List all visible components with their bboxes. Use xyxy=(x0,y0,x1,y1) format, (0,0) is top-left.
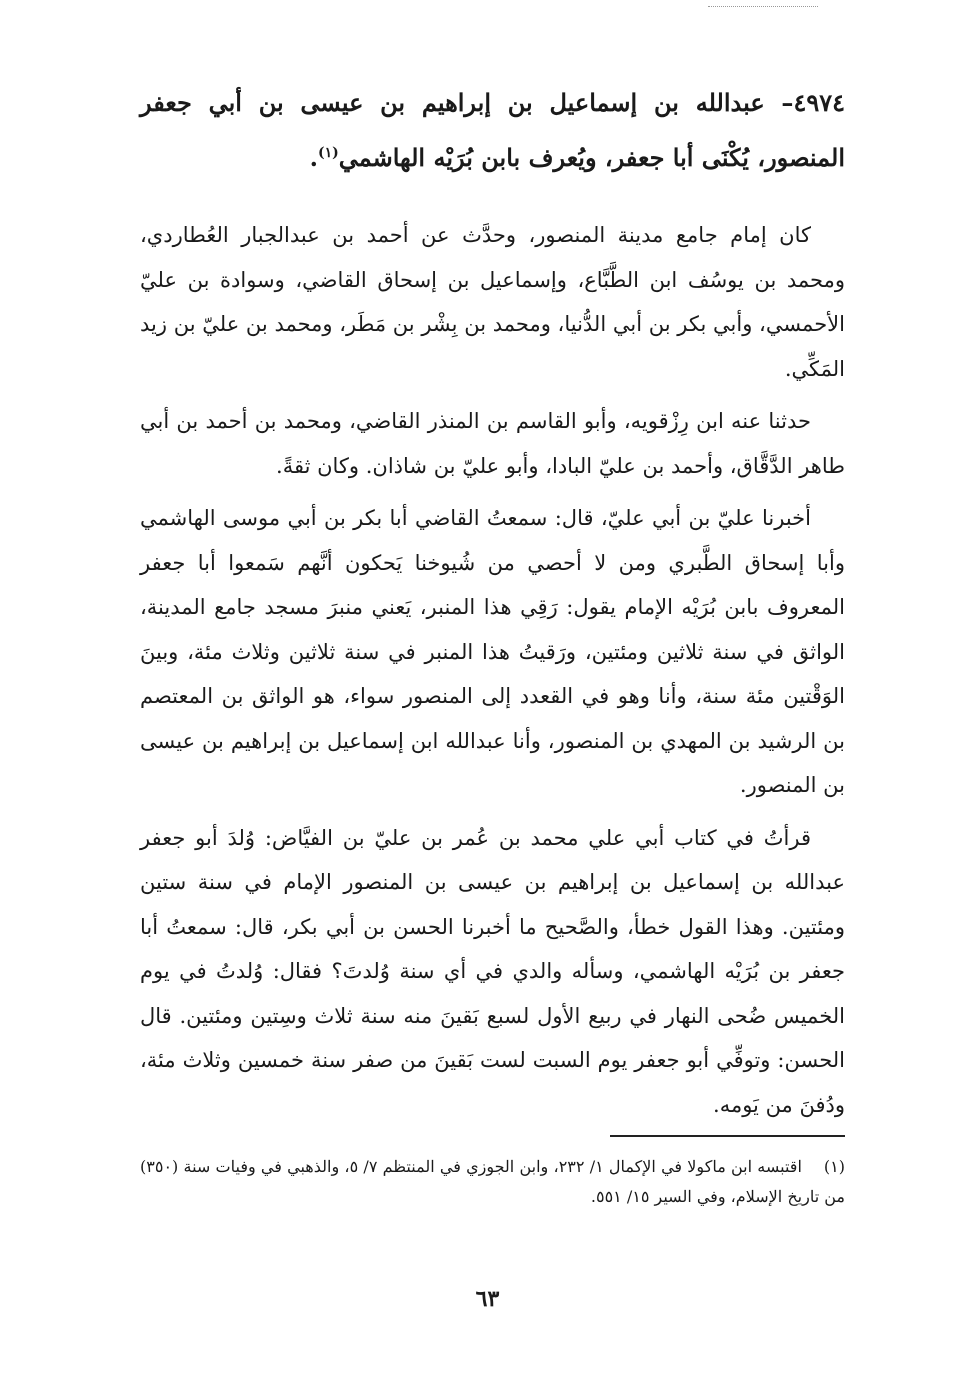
footnote-separator xyxy=(610,1135,845,1137)
paragraph-students: حدثنا عنه ابن رِزْقويه، وأبو القاسم بن المنذر القاضي، ومحمد بن أحمد بن أبي طاهر الدَّقَّاق، وأحمد بن عليّ البادا، وأبو عليّ بن شاذان. وكان ثقةً. xyxy=(140,409,845,478)
footnote-reference[interactable]: (١) xyxy=(317,145,339,161)
footnote-text: اقتبسه ابن ماكولا في الإكمال ١/ ٢٣٢، وابن الجوزي في المنتظم ٧/ ٥، والذهبي في وفيات سنة (٣٥٠) من تاريخ الإسلام، وفي السير ١٥/ ٥٥١. xyxy=(140,1157,845,1206)
entry-title-end: . xyxy=(309,143,318,172)
paragraph-birth-death: قرأتُ في كتاب أبي علي محمد بن عُمر بن عليّ بن الفيَّاض: وُلدَ أبو جعفر عبدالله بن إسماعيل بن إبراهيم بن عيسى بن المنصور الإمام في سنة ستين ومئتين. وهذا القول خطأ، والصَّحيح ما أخبرنا الحسن بن أبي بكر، قال: سمعتُ أبا جعفر بن بُرَيْه الهاشمي، وسأله والدي في أي سنة وُلدتَ؟ فقال: وُلدتُ في يوم الخميس ضُحى النهار في ربيع الأول لسبع بَقينَ منه سنة ثلاث وسِتين ومئتين. قال الحسن: وتوفِّي أبو جعفر يوم السبت لست بَقينَ من صفر سنة خمسين وثلاث مئة، ودُفنَ من يَومه. xyxy=(140,825,845,1117)
entry-title: – عبدالله بن إسماعيل بن إبراهيم بن عيسى بن أبي جعفر المنصور، يُكْنَى أبا جعفر، ويُعرف بابن بُرَيْه الهاشمي xyxy=(140,88,845,172)
paragraph-narration: أخبرنا عليّ بن أبي عليّ، قال: سمعتُ القاضي أبا بكر بن أبي موسى الهاشمي وأبا إسحاق الطَّبري ومن لا أحصي من شُيوخنا يَحكون أنَّهم سَمعوا أبا جعفر المعروف بابن بُرَيْه الإمام يقول: رَقِي هذا المنبر، يَعني منبرَ مسجد جامع المدينة، الواثق في سنة ثلاثين ومئتين، ورَقيتُ هذا المنبر في سنة ثلاثين وثلاث مئة، وبينَ الوَقْتين مئة سنة، وأنا وهو في القعدد إلى المنصور سواء، هو الواثق بن المعتصم بن الرشيد بن المهدي بن المنصور، وأنا عبدالله ابن إسماعيل بن إبراهيم بن عيسى بن المنصور. xyxy=(140,506,845,797)
entry-heading xyxy=(140,78,845,183)
scan-edge-mark xyxy=(708,6,818,7)
page-number: ٦٣ xyxy=(475,1286,500,1312)
footnote xyxy=(140,1152,845,1212)
footnote-number: (١) xyxy=(823,1157,845,1176)
paragraph-teachers: كان إمام جامع مدينة المنصور، وحدَّث عن أحمد بن عبدالجبار العُطاردي، ومحمد بن يوسُف ابن الطَّبَّاع، وإسماعيل بن إسحاق القاضي، وسوادة بن عليّ الأحمسي، وأبي بكر بن أبي الدُّنيا، ومحمد بن بِشْر بن مَطَر، ومحمد بن عليّ بن زيد المَكِّي. xyxy=(140,223,845,381)
entry-number: ٤٩٧٤ xyxy=(793,88,845,117)
page-body xyxy=(140,78,845,1135)
